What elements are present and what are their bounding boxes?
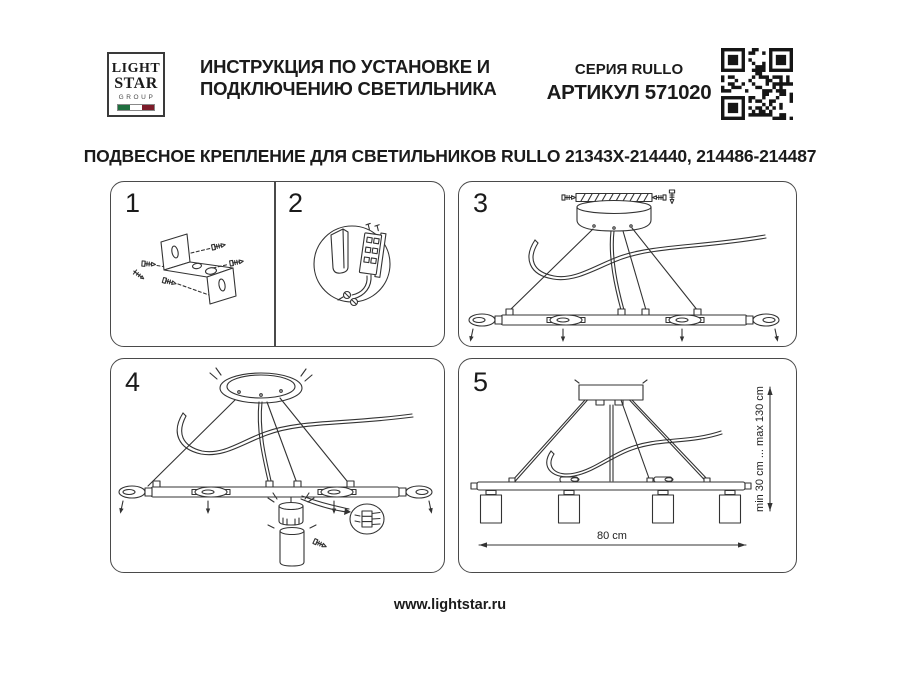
width-dimension [479,530,746,548]
panel-step-5 [458,358,797,573]
title-line-2: ПОДКЛЮЧЕНИЮ СВЕТИЛЬНИКА [200,77,497,99]
suspension-bar [501,309,747,325]
panel-step-3 [458,181,797,347]
panel-steps-1-2 [110,181,445,347]
qr-code [721,48,793,120]
lightstar-logo [107,52,165,117]
lamp-shade [268,525,316,566]
shade-screw [313,539,327,549]
step-5-diagram [459,359,796,569]
lamp-shades [481,491,741,524]
panel-step-4 [110,358,445,573]
canopy [577,201,651,232]
logo-text-star: STAR [114,75,158,92]
height-dimension [754,386,773,512]
step-1-and-2-diagram [111,182,444,343]
power-cord [177,413,413,455]
canopy-underside [210,368,312,403]
connector-wire [301,496,351,515]
connector-detail-circle [350,504,384,534]
step-2-number: 2 [288,188,304,218]
article-number: АРТИКУЛ 571020 [546,81,712,104]
step-4-number: 4 [125,367,141,397]
step-1-number: 1 [125,188,141,218]
italian-flag-stripe [117,104,155,111]
subtitle: ПОДВЕСНОЕ КРЕПЛЕНИЕ ДЛЯ СВЕТИЛЬНИКОВ RULLO 21343X-214440, 214486-214487 [83,146,817,166]
width-dimension-label: 80 cm [597,530,627,542]
title-line-1: ИНСТРУКЦИЯ ПО УСТАНОВКЕ И [200,56,490,77]
suspension-bar [471,477,751,490]
step-3-number: 3 [473,188,489,218]
step-3-diagram [459,182,796,343]
website-url: www.lightstar.ru [393,597,507,613]
step-5-number: 5 [473,367,489,397]
page-title [200,56,497,99]
series-label: СЕРИЯ RULLO [574,61,684,78]
product-info [538,61,720,105]
suspension-bar [151,481,399,497]
logo-text-group: GROUP [118,94,156,101]
logo-text-light: LIGHT [111,61,161,76]
step-4-diagram [111,359,444,569]
terminal-detail-circle [314,223,390,306]
height-dimension-label: min 30 cm ... max 130 cm [754,386,766,512]
suspension-cables [512,400,709,482]
